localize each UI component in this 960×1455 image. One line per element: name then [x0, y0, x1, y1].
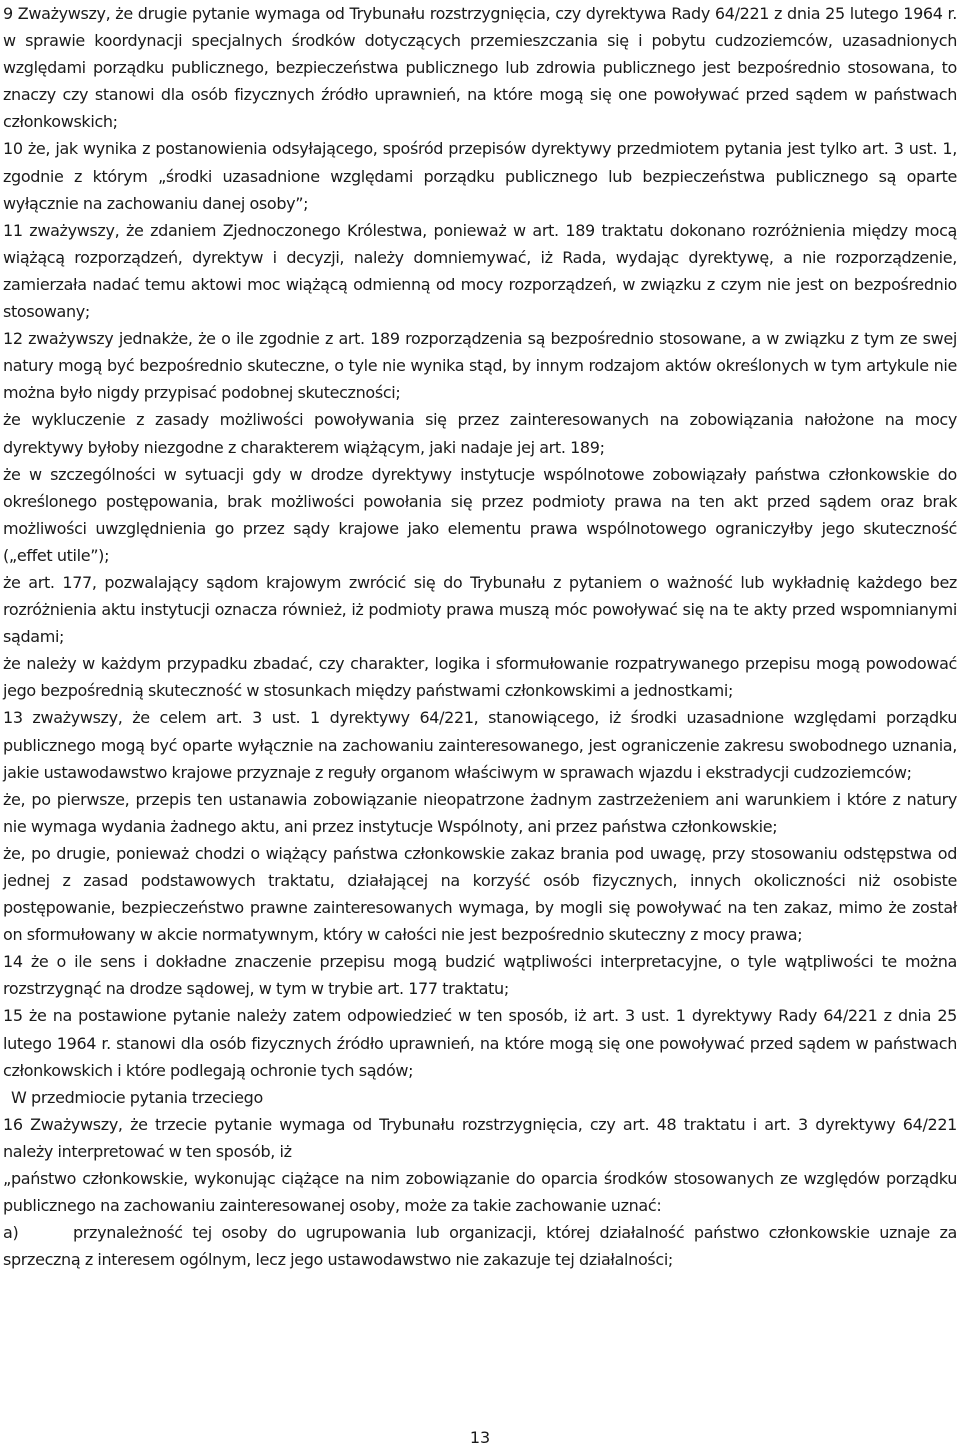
page-number: 13 — [469, 1428, 491, 1447]
list-item-a-label: a) — [3, 1223, 19, 1243]
paragraph-12-e: że należy w każdym przypadku zbadać, czy charakter, logika i sformułowanie rozpatrywanego przepisu mogą powodować jego bezpośrednią skuteczność w stosunkach między państwami członkowskimi a jednostkami; — [3, 654, 957, 701]
paragraph-13: 13 zważywszy, że celem art. 3 ust. 1 dyrektywy 64/221, stanowiącego, iż środki uzasadnione względami porządku publicznego mogą być oparte wyłącznie na zachowaniu zainteresowanego, jest ograniczenie zakresu swobodnego uznania, jakie ustawodawstwo krajowe przyznaje z reguły organom właściwym w sprawach wjazdu i ekstradycji cudzoziemców; — [3, 708, 957, 782]
paragraph-10: 10 że, jak wynika z postanowienia odsyłającego, spośród przepisów dyrektywy przedmiotem pytania jest tylko art. 3 ust. 1, zgodnie z którym „środki uzasadnione względami porządku publicznego lub bezpieczeństwa publicznego są oparte wyłącznie na zachowaniu danej osoby”; — [3, 139, 957, 213]
paragraph-12: 12 zważywszy jednakże, że o ile zgodnie z art. 189 rozporządzenia są bezpośrednio stosowane, a w związku z tym ze swej natury mogą być bezpośrednio skuteczne, o tyle nie wynika stąd, by innym rodzajom aktów określonych w tym artykule nie można było nigdy przypisać podobnej skuteczności; — [3, 329, 957, 403]
list-item-a — [3, 1219, 957, 1273]
paragraph-12-d: że art. 177, pozwalający sądom krajowym zwrócić się do Trybunału z pytaniem o ważność lub wykładnię każdego bez rozróżnienia aktu instytucji oznacza również, iż podmioty prawa muszą móc powoływać się na te akty przed wspomnianymi sądami; — [3, 572, 957, 647]
list-item-a-text: przynależność tej osoby do ugrupowania lub organizacji, której działalność państwo członkowskie uznaje za sprzeczną z interesem ogólnym, lecz jego ustawodawstwo nie zakazuje tej działalności; — [3, 1223, 957, 1270]
paragraph-15: 15 że na postawione pytanie należy zatem odpowiedzieć w ten sposób, iż art. 3 ust. 1 dyrektywy Rady 64/221 z dnia 25 lutego 1964 r. stanowi dla osób fizycznych źródło uprawnień, na które mogą się one powoływać przed sądem w państwach członkowskich i które podlegają ochronie tych sądów; — [3, 1006, 957, 1080]
paragraph-14: 14 że o ile sens i dokładne znaczenie przepisu mogą budzić wątpliwości interpretacyjne, o tyle wątpliwości te można rozstrzygnąć na drodze sądowej, w tym w trybie art. 177 traktatu; — [3, 952, 957, 999]
paragraph-12-b: że wykluczenie z zasady możliwości powoływania się przez zainteresowanych na zobowiązania nałożone na mocy dyrektywy byłoby niezgodne z charakterem wiążącym, jaki nadaje jej art. 189; — [3, 410, 957, 457]
paragraph-16-quote: „państwo członkowskie, wykonując ciążące na nim zobowiązanie do oparcia środków stosowanych ze względów porządku publicznego na zachowaniu zainteresowanej osoby, może za takie zachowanie uznać: — [3, 1169, 957, 1216]
paragraph-13-b: że, po pierwsze, przepis ten ustanawia zobowiązanie nieopatrzone żadnym zastrzeżeniem ani warunkiem i które z natury nie wymaga wydania żadnego aktu, ani przez instytucje Wspólnoty, ani przez państwa członkowskie; — [3, 789, 957, 836]
paragraph-9: 9 Zważywszy, że drugie pytanie wymaga od Trybunału rozstrzygnięcia, czy dyrektywa Rady 64/221 z dnia 25 lutego 1964 r. w sprawie koordynacji specjalnych środków dotyczących przemieszczania się i pobytu cudzoziemców, uzasadnionych względami porządku publicznego, bezpieczeństwa publicznego lub zdrowia publicznego jest bezpośrednio stosowana, to znaczy czy stanowi dla osób fizycznych źródło uprawnień, na które mogą się one powoływać przed sądem w państwach członkowskich; — [3, 4, 957, 132]
document-page — [3, 0, 957, 1273]
paragraph-13-c: że, po drugie, ponieważ chodzi o wiążący państwa członkowskie zakaz brania pod uwagę, przy stosowaniu odstępstwa od jednej z zasad podstawowych traktatu, działającej na korzyść osób fizycznych, innych okoliczności niż osobiste postępowanie, bezpieczeństwo prawne zainteresowanych wymaga, by mogli się powoływać na ten zakaz, mimo że został on sformułowany w akcie normatywnym, który w całości nie jest bezpośrednio skuteczny z mocy prawa; — [3, 843, 957, 945]
paragraph-11: 11 zważywszy, że zdaniem Zjednoczonego Królestwa, ponieważ w art. 189 traktatu dokonano rozróżnienia między mocą wiążącą rozporządzeń, dyrektyw i decyzji, należy domniemywać, iż Rada, wydając dyrektywę, a nie rozporządzenie, zamierzała nadać temu aktowi moc wiążącą odmienną od mocy rozporządzeń, w związku z czym nie jest on bezpośrednio stosowany; — [3, 220, 957, 322]
section-heading: W przedmiocie pytania trzeciego — [11, 1087, 263, 1107]
paragraph-16: 16 Zważywszy, że trzecie pytanie wymaga od Trybunału rozstrzygnięcia, czy art. 48 traktatu i art. 3 dyrektywy 64/221 należy interpretować w ten sposób, iż — [3, 1114, 957, 1161]
paragraph-12-c: że w szczególności w sytuacji gdy w drodze dyrektywy instytucje wspólnotowe zobowiązały państwa członkowskie do określonego postępowania, brak możliwości powołania się przez podmioty prawa na ten akt przed sądem oraz brak możliwości uwzględnienia go przez sądy krajowe jako elementu prawa wspólnotowego ograniczyłby jego skuteczność („effet utile”); — [3, 464, 957, 565]
document-body — [3, 0, 957, 1273]
